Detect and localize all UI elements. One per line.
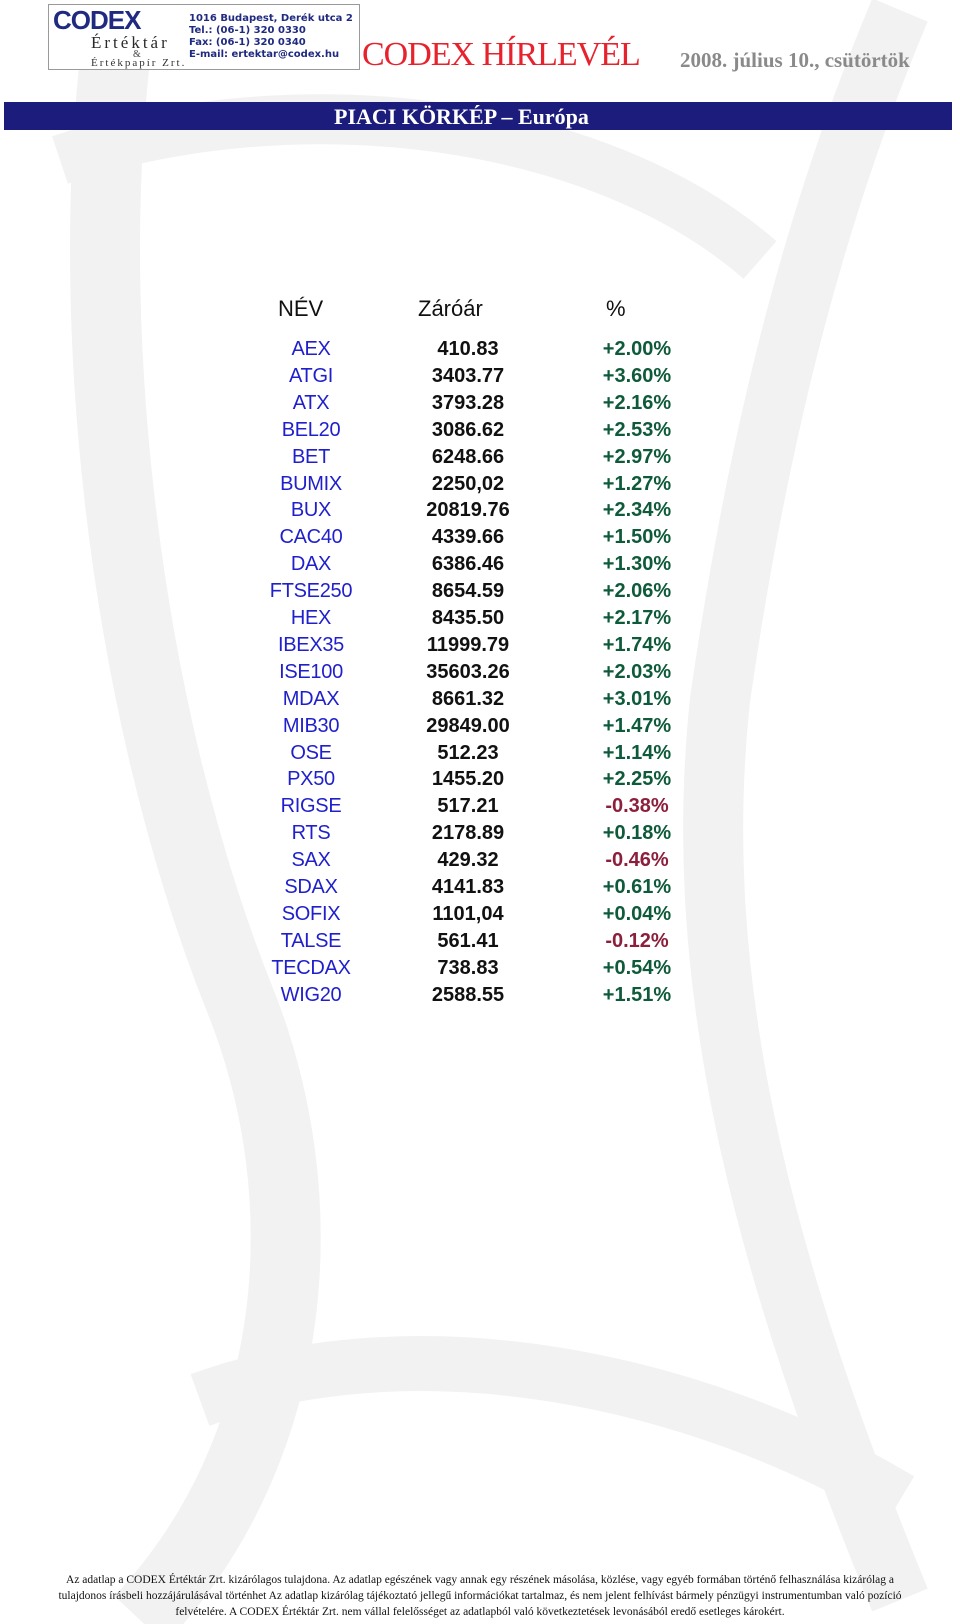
table-row	[0, 632, 960, 659]
closing-price: 8654.59	[431, 580, 505, 603]
index-name: DAX	[290, 553, 332, 576]
index-name: OSE	[290, 741, 332, 764]
phone: Tel.: (06-1) 320 0330	[189, 25, 306, 36]
header-name: NÉV	[278, 296, 324, 321]
table-row	[0, 605, 960, 632]
index-name: AEX	[291, 338, 331, 360]
table-row	[0, 874, 960, 901]
closing-price: 35603.26	[426, 660, 510, 683]
index-name: TECDAX	[271, 956, 351, 979]
closing-price: 2178.89	[431, 822, 505, 845]
change-percent: +2.06%	[602, 580, 672, 603]
closing-price: 3403.77	[431, 364, 505, 387]
header-close: Záróár	[418, 296, 483, 321]
closing-price: 517.21	[437, 795, 499, 818]
closing-price: 738.83	[437, 956, 499, 979]
index-name: CAC40	[279, 526, 343, 549]
logo-brand: CODEX	[53, 5, 141, 35]
closing-price: 429.32	[437, 849, 499, 872]
index-name: BUMIX	[280, 472, 342, 495]
table-row	[0, 928, 960, 955]
closing-price: 2250,02	[431, 472, 505, 495]
index-name: SDAX	[284, 876, 338, 898]
section-title: PIACI KÖRKÉP – Európa	[334, 104, 589, 129]
table-row	[0, 982, 960, 1009]
change-percent: +2.97%	[602, 445, 672, 468]
change-percent: -0.38%	[605, 795, 669, 818]
closing-price: 11999.79	[426, 633, 510, 656]
index-name: HEX	[290, 607, 332, 629]
closing-price: 29849.00	[426, 714, 510, 737]
change-percent: +0.04%	[602, 902, 672, 925]
change-percent: +1.74%	[602, 633, 672, 656]
change-percent: -0.12%	[605, 929, 669, 952]
table-row	[0, 955, 960, 982]
table-row	[0, 901, 960, 928]
index-name: MIB30	[282, 714, 340, 737]
closing-price: 8661.32	[431, 687, 505, 710]
table-row	[0, 740, 960, 767]
index-name: RIGSE	[280, 795, 342, 818]
index-name: BEL20	[281, 418, 341, 441]
closing-price: 512.23	[437, 741, 499, 764]
change-percent: +3.01%	[602, 687, 672, 710]
table-row	[0, 766, 960, 793]
table-row	[0, 444, 960, 471]
index-name: ATX	[292, 391, 330, 414]
closing-price: 8435.50	[431, 607, 505, 629]
index-name: ATGI	[289, 364, 333, 387]
fax: Fax: (06-1) 320 0340	[189, 37, 306, 48]
table-row	[0, 336, 960, 363]
change-percent: +2.16%	[602, 391, 672, 414]
index-name: BET	[292, 445, 330, 468]
table-row	[0, 497, 960, 524]
codex-logo	[53, 5, 181, 35]
change-percent: +2.25%	[602, 768, 672, 791]
change-percent: +2.53%	[602, 418, 672, 441]
closing-price: 1101,04	[432, 902, 504, 925]
closing-price: 1455.20	[431, 768, 505, 791]
table-row	[0, 793, 960, 820]
table-row	[0, 524, 960, 551]
change-percent: +0.18%	[602, 822, 672, 845]
closing-price: 561.41	[437, 929, 499, 952]
closing-price: 3086.62	[431, 418, 505, 441]
change-percent: +0.54%	[602, 956, 672, 979]
newsletter-title: CODEX HÍRLEVÉL	[362, 36, 640, 73]
disclaimer-line-3: felvételére. A CODEX Értéktár Zrt. nem vállal felelősséget az adatlapból való következtetések levonásából eredő esetleges károkért.	[175, 1606, 785, 1618]
table-row	[0, 471, 960, 498]
table-row	[0, 551, 960, 578]
index-name: IBEX35	[277, 633, 345, 656]
closing-price: 20819.76	[426, 499, 510, 522]
index-name: FTSE250	[269, 580, 353, 603]
change-percent: +1.27%	[602, 472, 672, 495]
email: E-mail: ertektar@codex.hu	[189, 49, 340, 60]
closing-price: 3793.28	[431, 391, 505, 414]
index-name: WIG20	[280, 983, 342, 1006]
change-percent: +0.61%	[602, 876, 672, 898]
table-row	[0, 363, 960, 390]
index-name: ISE100	[279, 660, 343, 683]
logo-line-1: Értéktár	[91, 33, 170, 52]
change-percent: +2.03%	[602, 660, 672, 683]
header-pct: %	[606, 296, 626, 321]
logo-ampersand: &	[133, 49, 141, 60]
newsletter-date: 2008. július 10., csütörtök	[680, 48, 910, 72]
change-percent: +2.00%	[602, 338, 672, 360]
change-percent: +1.47%	[602, 714, 672, 737]
table-row	[0, 390, 960, 417]
table-row	[0, 713, 960, 740]
disclaimer-line-1: Az adatlap a CODEX Értéktár Zrt. kizárólagos tulajdona. Az adatlap egészének vagy annak egy részének másolása, közlése, vagy egyéb formában történő felhasználása kizárólag a	[66, 1574, 894, 1586]
index-name: MDAX	[282, 687, 340, 710]
change-percent: -0.46%	[605, 849, 669, 872]
change-percent: +1.14%	[602, 741, 672, 764]
closing-price: 4141.83	[431, 876, 505, 898]
index-name: RTS	[291, 822, 331, 845]
table-row	[0, 578, 960, 605]
closing-price: 2588.55	[431, 983, 505, 1006]
change-percent: +1.51%	[602, 983, 672, 1006]
table-row	[0, 820, 960, 847]
change-percent: +1.50%	[602, 526, 672, 549]
disclaimer-line-2: tulajdonos írásbeli hozzájárulásával történhet Az adatlap kizárólag tájékoztató jellegű információkat tartalmaz, és nem jelent felhívást bármely pénzügyi instrumentumban való pozíció	[58, 1590, 902, 1602]
legal-disclaimer	[10, 1572, 950, 1620]
section-banner	[4, 102, 952, 130]
index-name: SOFIX	[281, 902, 341, 925]
closing-price: 6248.66	[431, 445, 505, 468]
index-name: TALSE	[280, 929, 342, 952]
table-row	[0, 417, 960, 444]
index-name: SAX	[291, 849, 331, 872]
closing-price: 410.83	[437, 338, 499, 360]
change-percent: +2.17%	[602, 607, 672, 629]
change-percent: +3.60%	[602, 364, 672, 387]
table-row	[0, 686, 960, 713]
company-logo-box	[48, 4, 360, 70]
index-name: BUX	[290, 499, 332, 522]
contact-info	[189, 13, 353, 61]
closing-price: 6386.46	[431, 553, 505, 576]
change-percent: +2.34%	[602, 499, 672, 522]
address: 1016 Budapest, Derék utca 2	[189, 13, 353, 24]
closing-price: 4339.66	[431, 526, 505, 549]
logo-line-2: Értékpapír Zrt.	[91, 57, 187, 69]
table-row	[0, 847, 960, 874]
index-name: PX50	[287, 768, 335, 791]
change-percent: +1.30%	[602, 553, 672, 576]
table-row	[0, 659, 960, 686]
